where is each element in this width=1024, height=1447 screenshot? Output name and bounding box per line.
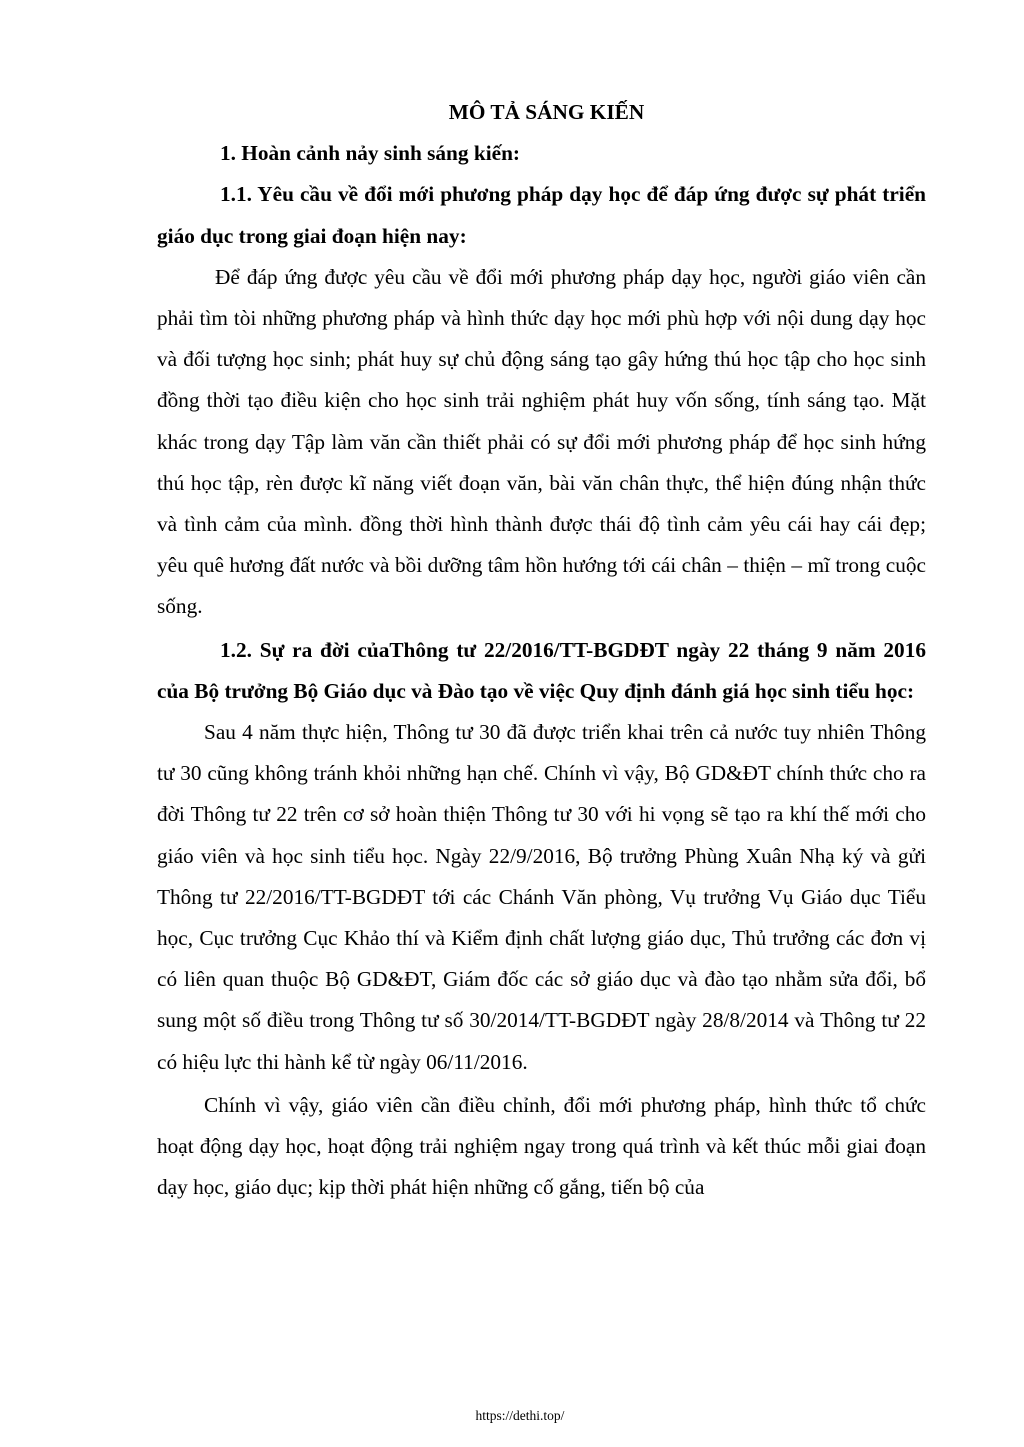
paragraph-1-1: Để đáp ứng được yêu cầu về đổi mới phương pháp dạy học, người giáo viên cần phải tìm tòi những phương pháp và hình thức dạy học mới phù hợp với nội dung dạy học và đối tượng học sinh; phát huy sự chủ động sáng tạo gây hứng thú học tập cho học sinh đồng thời tạo điều kiện cho học sinh trải nghiệm phát huy vốn sống, tính sáng tạo. Mặt khác trong dạy Tập làm văn cần thiết phải có sự đổi mới phương pháp để học sinh hứng thú học tập, rèn được kĩ năng viết đoạn văn, bài văn chân thực, thể hiện đúng nhận thức và tình cảm của mình. đồng thời hình thành được thái độ tình cảm yêu cái hay cái đẹp; yêu quê hương đất nước và bồi dưỡng tâm hồn hướng tới cái chân – thiện – mĩ trong cuộc sống. — [157, 264, 926, 619]
section-heading-1-2: 1.2. Sự ra đời củaThông tư 22/2016/TT-BGDĐT ngày 22 tháng 9 năm 2016 của Bộ trưởng Bộ Giáo dục và Đào tạo về việc Quy định đánh giá học sinh tiểu học: — [157, 637, 926, 703]
document-body — [157, 92, 926, 1208]
section-heading-1: 1. Hoàn cảnh nảy sinh sáng kiến: — [220, 141, 521, 166]
paragraph-1-2-a: Sau 4 năm thực hiện, Thông tư 30 đã được triển khai trên cả nước tuy nhiên Thông tư 30 cũng không tránh khỏi những hạn chế. Chính vì vậy, Bộ GD&ĐT chính thức cho ra đời Thông tư 22 trên cơ sở hoàn thiện Thông tư 30 với hi vọng sẽ tạo ra khí thế mới cho giáo viên và học sinh tiểu học. Ngày 22/9/2016, Bộ trưởng Phùng Xuân Nhạ ký và gửi Thông tư 22/2016/TT-BGDĐT tới các Chánh Văn phòng, Vụ trưởng Vụ Giáo dục Tiểu học, Cục trưởng Cục Khảo thí và Kiểm định chất lượng giáo dục, Thủ trưởng các đơn vị có liên quan thuộc Bộ GD&ĐT, Giám đốc các sở giáo dục và đào tạo nhằm sửa đổi, bổ sung một số điều trong Thông tư số 30/2014/TT-BGDĐT ngày 28/8/2014 và Thông tư 22 có hiệu lực thi hành kể từ ngày 06/11/2016. — [157, 720, 926, 1074]
section-heading-1-1: 1.1. Yêu cầu về đổi mới phương pháp dạy học để đáp ứng được sự phát triển giáo dục trong giai đoạn hiện nay: — [157, 182, 926, 248]
paragraph-1-2-b: Chính vì vậy, giáo viên cần điều chỉnh, đổi mới phương pháp, hình thức tổ chức hoạt động dạy học, hoạt động trải nghiệm ngay trong quá trình và kết thúc mỗi giai đoạn dạy học, giáo dục; kịp thời phát hiện những cố gắng, tiến bộ của — [157, 1092, 926, 1200]
footer-url: https://dethi.top/ — [475, 1408, 565, 1423]
document-title: MÔ TẢ SÁNG KIẾN — [448, 100, 645, 124]
